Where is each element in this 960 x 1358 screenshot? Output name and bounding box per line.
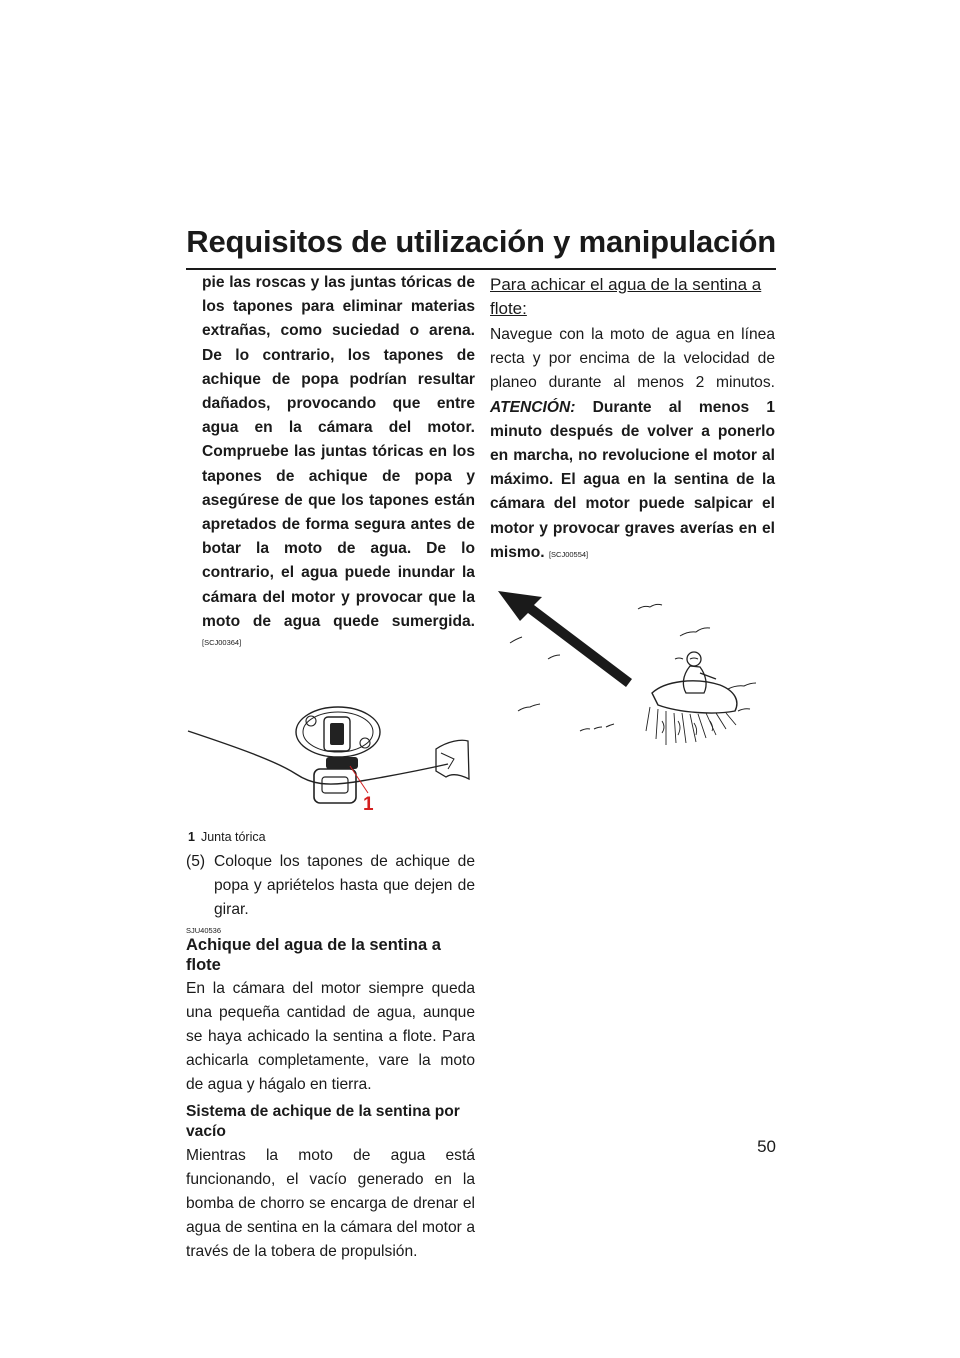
section-title: Achique del agua de la sentina a flote xyxy=(186,935,441,974)
subsection-title: Sistema de achique de la sentina por vacío xyxy=(186,1102,460,1140)
procedure-paragraph xyxy=(490,323,775,567)
caption-text: Junta tórica xyxy=(200,830,266,845)
caption-number: 1 xyxy=(188,830,195,845)
right-column xyxy=(490,271,775,791)
page-title: Requisitos de utilización y manipulación xyxy=(186,224,776,259)
attention-label: ATENCIÓN: xyxy=(490,398,576,416)
procedure-heading: Para achicar el agua de la sentina a flote: xyxy=(490,275,762,318)
attention-text: Durante al menos 1 minuto después de volver a ponerlo en marcha, no revolucione el motor al máximo. El agua en la sentina de la cámara del motor puede salpicar el motor y provocar graves averías en el mismo. xyxy=(490,398,775,561)
step-number: (5) xyxy=(186,853,206,871)
watercraft-figure xyxy=(490,581,775,791)
figure-caption xyxy=(186,830,475,844)
section-paragraph: En la cámara del motor siempre queda una pequeña cantidad de agua, aunque se haya achicado la sentina a flote. Para achicarla completamente, vare la moto de agua y hágalo en tierra. xyxy=(186,979,475,1094)
warning-code: [SCJ00364] xyxy=(202,638,242,648)
left-column xyxy=(186,271,475,1265)
subsection-paragraph: Mientras la moto de agua está funcionando, el vacío generado en la bomba de chorro se encarga de drenar el agua de sentina en la cámara del motor a través de la tobera de propulsión. xyxy=(186,1146,475,1261)
watercraft-illustration xyxy=(490,581,775,791)
step-text: Coloque los tapones de achique de popa y apriételos hasta que dejen de girar. xyxy=(214,853,475,919)
drain-plug-figure xyxy=(186,669,475,829)
procedure-text: Navegue con la moto de agua en línea recta y por encima de la velocidad de planeo durante al menos 2 minutos. xyxy=(490,326,775,392)
section-code: SJU40536 xyxy=(186,925,222,935)
warning-text: pie las roscas y las juntas tóricas de los tapones para eliminar materias extrañas, como suciedad o arena. De lo contrario, los tapones de achique de popa podrían resultar dañados, provocando que entre agua en la cámara del motor. Compruebe las juntas tóricas en los tapones de achique de popa y asegúrese de que los tapones están apretados de forma segura antes de botar la moto de agua. De lo contrario, el agua puede inundar la cámara del motor y provocar que la moto de agua quede sumergida. xyxy=(202,274,475,630)
attention-code: [SCJ00554] xyxy=(548,549,589,559)
header-rule xyxy=(186,268,776,270)
step-5 xyxy=(186,850,475,923)
drain-plug-illustration xyxy=(186,669,475,829)
page-number: 50 xyxy=(757,1137,776,1156)
callout-number: 1 xyxy=(363,794,374,816)
